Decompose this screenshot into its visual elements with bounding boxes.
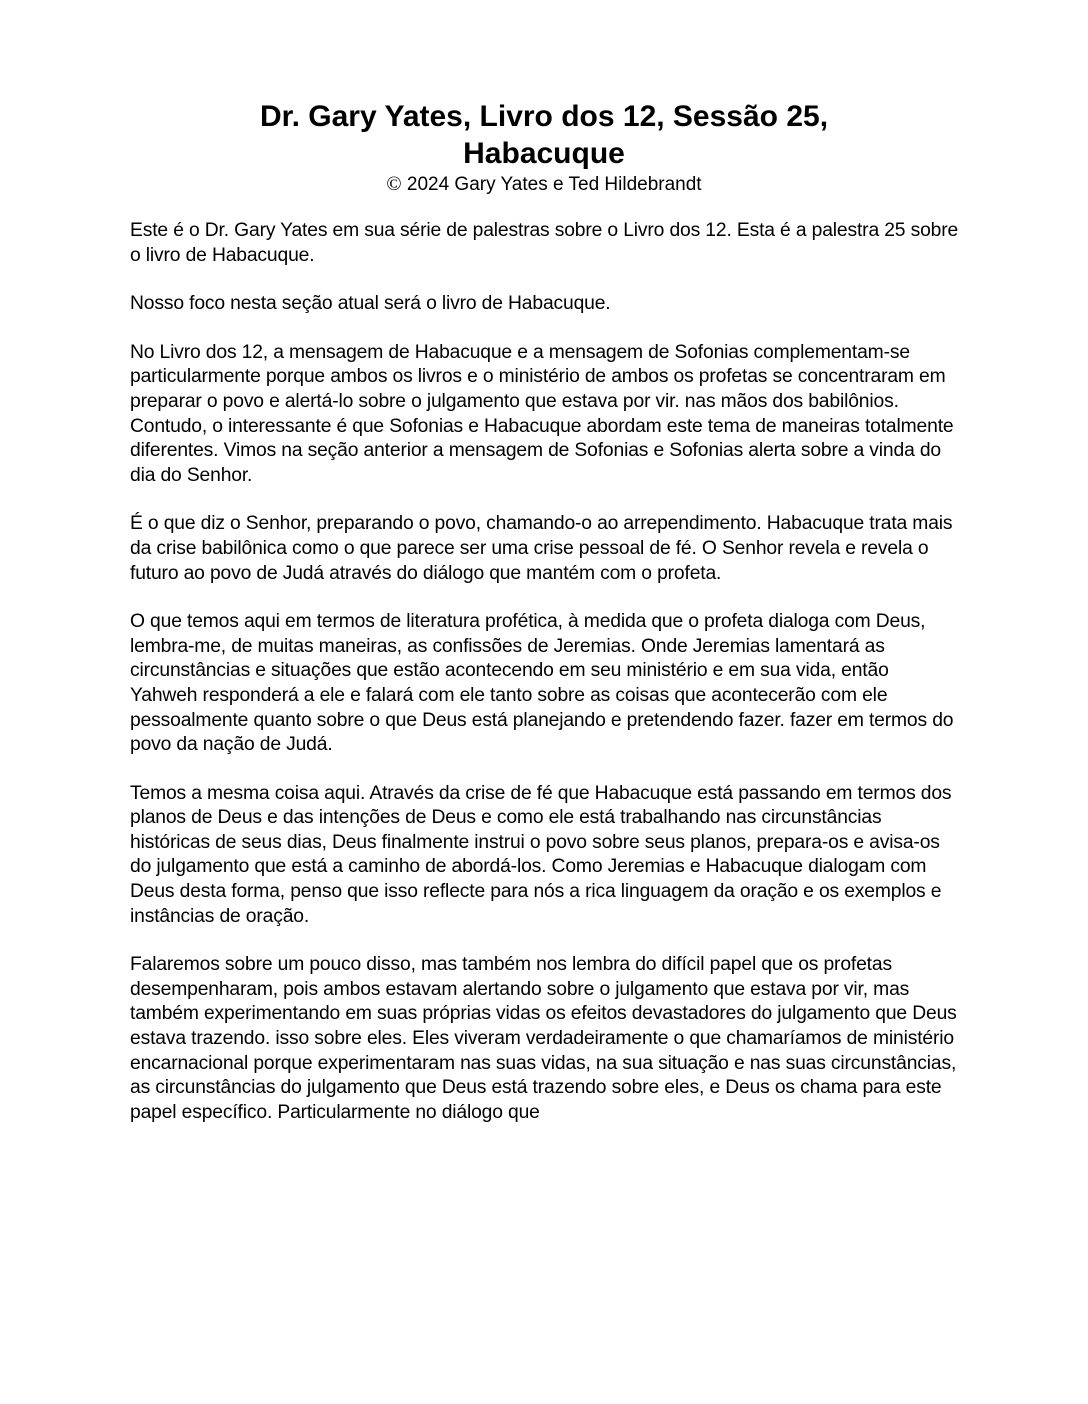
paragraph-1: Este é o Dr. Gary Yates em sua série de palestras sobre o Livro dos 12. Esta é a palestra 25 sobre o livro de Habacuque. bbox=[130, 220, 959, 266]
paragraph-6: Temos a mesma coisa aqui. Através da crise de fé que Habacuque está passando em termos dos planos de Deus e das intenções de Deus e como ele está trabalhando nas circunstâncias históricas de seus dias, Deus finalmente instrui o povo sobre seus planos, prepara-os e avisa-os do julgamento que está a caminho de abordá-los. Como Jeremias e Habacuque dialogam com Deus desta forma, penso que isso reflecte para nós a rica linguagem da oração e os exemplos e instâncias de oração. bbox=[130, 782, 952, 927]
paragraph-3: No Livro dos 12, a mensagem de Habacuque e a mensagem de Sofonias complementam-se particularmente porque ambos os livros e o ministério de ambos os profetas se concentraram em preparar o povo e alertá-lo sobre o julgamento que estava por vir. nas mãos dos babilônios. Contudo, o interessante é que Sofonias e Habacuque abordam este tema de maneiras totalmente diferentes. Vimos na seção anterior a mensagem de Sofonias e Sofonias alerta sobre a vinda do dia do Senhor. bbox=[130, 341, 954, 486]
body-text bbox=[130, 219, 960, 1149]
copyright-line bbox=[130, 172, 958, 197]
page-title bbox=[130, 98, 958, 172]
title-line-2: Habacuque bbox=[463, 137, 625, 170]
paragraph-2: Nosso foco nesta seção atual será o livro de Habacuque. bbox=[130, 293, 611, 315]
paragraph-4: É o que diz o Senhor, preparando o povo, chamando-o ao arrependimento. Habacuque trata mais da crise babilônica como o que parece ser uma crise pessoal de fé. O Senhor revela e revela o futuro ao povo de Judá através do diálogo que mantém com o profeta. bbox=[130, 513, 953, 584]
paragraph-5: O que temos aqui em termos de literatura profética, à medida que o profeta dialoga com Deus, lembra-me, de muitas maneiras, as confissões de Jeremias. Onde Jeremias lamentará as circunstâncias e situações que estão acontecendo em seu ministério e em sua vida, então Yahweh responderá a ele e falará com ele tanto sobre as coisas que acontecerão com ele pessoalmente quanto sobre o que Deus está planejando e pretendendo fazer. fazer em termos do povo da nação de Judá. bbox=[130, 611, 954, 756]
copyright-symbol: © bbox=[386, 173, 402, 195]
title-line-1: Dr. Gary Yates, Livro dos 12, Sessão 25, bbox=[259, 100, 829, 133]
copyright-text: 2024 Gary Yates e Ted Hildebrandt bbox=[406, 174, 702, 195]
paragraph-7: Falaremos sobre um pouco disso, mas também nos lembra do difícil papel que os profetas desempenharam, pois ambos estavam alertando sobre o julgamento que estava por vir, mas também experimentando em suas próprias vidas os efeitos devastadores do julgamento que Deus estava trazendo. isso sobre eles. Eles viveram verdadeiramente o que chamaríamos de ministério encarnacional porque experimentaram nas suas vidas, na sua situação e nas suas circunstâncias, as circunstâncias do julgamento que Deus está trazendo sobre eles, e Deus os chama para este papel específico. Particularmente no diálogo que bbox=[130, 954, 957, 1123]
